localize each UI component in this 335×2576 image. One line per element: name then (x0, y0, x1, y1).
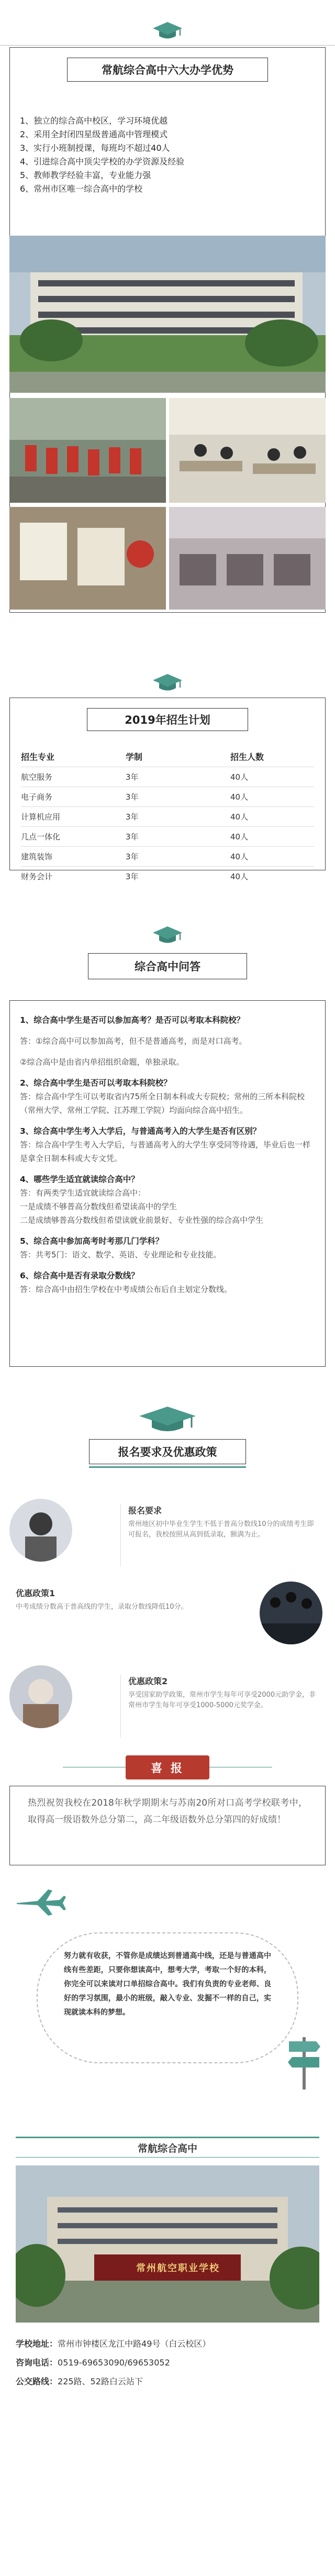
table-row (21, 827, 314, 847)
qa-answer: 答：①综合高中可以参加高考，但不是普通高考，而是对口高考。 (20, 1036, 247, 1046)
table-cell: 40人 (230, 787, 314, 807)
phone-line: 咨询电话：0519-69653090/69653052 (16, 2358, 170, 2368)
qa-answer: 一是成绩不够普高分数线但希望读高中的学生 (20, 1202, 177, 1211)
graduation-cap-icon (137, 1403, 198, 1435)
table-header: 招生人数 (230, 752, 264, 762)
policy-card-1 (120, 1504, 319, 1567)
table-cell: 3年 (126, 847, 230, 867)
news-text: 热烈祝贺我校在2018年秋学期期末与苏南20所对口高考学校联考中，取得高一级语数外总分第二，高二年级语数外总分第四的好成绩！ (28, 1798, 307, 1825)
qa-question: 3、综合高中学生考入大学后，与普通高考入的大学生是否有区别？ (20, 1126, 261, 1136)
plan-title: 2019年招生计划 (87, 708, 248, 731)
qa-answer: 答：综合高中学生考入大学后，与普通高考入的大学生享受同等待遇，毕业后也一样是拿全日制本科或大专文凭。 (20, 1140, 311, 1163)
classroom-photo (169, 398, 326, 503)
table-cell: 几点一体化 (21, 827, 126, 847)
qa-answer: 二是成绩够普高分数线但希望读就业前景好、专业性强的综合高中学生 (20, 1215, 264, 1225)
table-cell: 40人 (230, 767, 314, 787)
news-badge: 喜 报 (126, 1755, 209, 1779)
table-cell: 财务会计 (21, 867, 126, 887)
divider (0, 45, 335, 46)
table-cell: 3年 (126, 807, 230, 827)
qa-content (20, 1013, 314, 1296)
table-row (21, 787, 314, 807)
advantage-item: 2、采用全封闭四星级普通高中管理模式 (20, 129, 168, 139)
table-cell: 40人 (230, 827, 314, 847)
news-box (9, 1786, 326, 1865)
policy-card-2 (16, 1587, 204, 1650)
qa-title: 综合高中问答 (88, 953, 247, 979)
graduation-cap-icon (152, 672, 183, 693)
art-class-photo (9, 507, 166, 610)
table-cell: 建筑装饰 (21, 847, 126, 867)
plan-table (21, 746, 314, 886)
address: 常州市钟楼区龙江中路49号（白云校区） (58, 2339, 211, 2349)
table-cell: 3年 (126, 787, 230, 807)
qa-answer: 答：综合高中由招生学校在中考成绩公布后自主划定分数线。 (20, 1285, 232, 1294)
table-header: 招生专业 (21, 752, 55, 762)
table-row (21, 807, 314, 827)
gate-sign: 常州航空职业学校 (136, 2263, 220, 2274)
policy-title: 报名要求及优惠政策 (89, 1439, 246, 1464)
table-cell: 3年 (126, 767, 230, 787)
table-row (21, 847, 314, 867)
qa-question: 1、综合高中学生是否可以参加高考？是否可以考取本科院校？ (20, 1015, 245, 1025)
advantages-list (20, 114, 313, 196)
signpost-icon (286, 2032, 322, 2089)
qa-answer: ②综合高中是由省内单招组织命题，单独录取。 (20, 1057, 184, 1067)
graduation-cap-icon (152, 20, 183, 41)
policy-image-2 (260, 1582, 322, 1644)
qa-question: 6、综合高中是否有录取分数线？ (20, 1271, 139, 1280)
graduation-cap-icon (152, 924, 183, 945)
campus-title: 常航综合高中 (16, 2137, 319, 2158)
table-cell: 40人 (230, 847, 314, 867)
table-header-row (21, 746, 314, 767)
qa-question: 4、哪些学生适宜就读综合高中？ (20, 1175, 139, 1184)
advantage-item: 3、实行小班制授课，每班均不超过40人 (20, 143, 170, 153)
slogan-text: 努力就有收获，不管你是成绩达到普通高中线，还是与普通高中线有些差距，只要你想读高中，想考大学，考取一个好的本科，你完全可以来读对口单招综合高中。我们有负责的专业老师、良好的学习氛围，最小的班级，敲入专业、发掘不一样的自己，实现就读本科的梦想。 (64, 1952, 271, 2017)
table-cell: 40人 (230, 867, 314, 887)
table-cell: 3年 (126, 867, 230, 887)
policy-card-label: 优惠政策1 (16, 1588, 55, 1598)
policy-card-label: 优惠政策2 (128, 1676, 168, 1686)
policy-card-text: 中考成绩分数高于普高线的学生，录取分数线降低10分。 (16, 1603, 188, 1611)
advantage-item: 6、常州市区唯一综合高中的学校 (20, 184, 143, 194)
qa-answer: 答：共考5门：语文、数学、英语、专业理论和专业技能。 (20, 1250, 221, 1259)
school-gate-photo (16, 2165, 319, 2323)
students-running-photo (9, 398, 166, 503)
policy-card-label: 报名要求 (128, 1506, 162, 1516)
table-header: 学制 (126, 752, 143, 762)
policy-card-3 (120, 1675, 319, 1738)
qa-question: 2、综合高中学生是否可以考取本科院校？ (20, 1078, 172, 1088)
advantage-item: 4、引进综合高中顶尖学校的办学资源及经验 (20, 157, 185, 167)
training-room-photo (169, 507, 326, 610)
qa-answer: 答：综合高中学生可以考取省内75所全日制本科或大专院校；常州的三所本科院校（常州大学、常州工学院、江苏理工学院）均面向综合高中招生。 (20, 1092, 305, 1115)
bus-route: 225路、52路白云站下 (58, 2376, 143, 2386)
phone[interactable]: 0519-69653090/69653052 (58, 2358, 170, 2368)
table-row (21, 867, 314, 887)
policy-image-3 (9, 1665, 72, 1728)
qa-question: 5、综合高中参加高考时考那几门学科？ (20, 1236, 164, 1246)
table-cell: 40人 (230, 807, 314, 827)
airplane-icon (14, 1885, 66, 1917)
table-cell: 电子商务 (21, 787, 126, 807)
advantages-title: 常航综合高中六大办学优势 (67, 58, 268, 82)
campus-photo (9, 236, 326, 393)
table-cell: 计算机应用 (21, 807, 126, 827)
advantage-item: 5、教师教学经验丰富，专业能力强 (20, 170, 151, 180)
address-line: 学校地址：常州市钟楼区龙江中路49号（白云校区） (16, 2339, 211, 2349)
table-row (21, 767, 314, 787)
policy-card-text: 享受国家助学政策，常州市学生每年可享受2000元助学金，非常州市学生每年可享受1000-5000元奖学金。 (128, 1691, 316, 1709)
table-cell: 3年 (126, 827, 230, 847)
table-cell: 航空服务 (21, 767, 126, 787)
bus-line: 公交路线：225路、52路白云站下 (16, 2376, 143, 2386)
advantage-item: 1、独立的综合高中校区，学习环境优越 (20, 116, 168, 126)
contact-info (16, 2335, 319, 2391)
policy-image-1 (9, 1499, 72, 1562)
qa-answer: 答：有两类学生适宜就读综合高中： (20, 1188, 146, 1198)
title-underline (89, 1466, 246, 1468)
policy-card-text: 常州地区初中毕业生学生不低于普高分数线10分的成绩考生即可报名，我校按照从高到低录取，额满为止。 (128, 1520, 314, 1539)
